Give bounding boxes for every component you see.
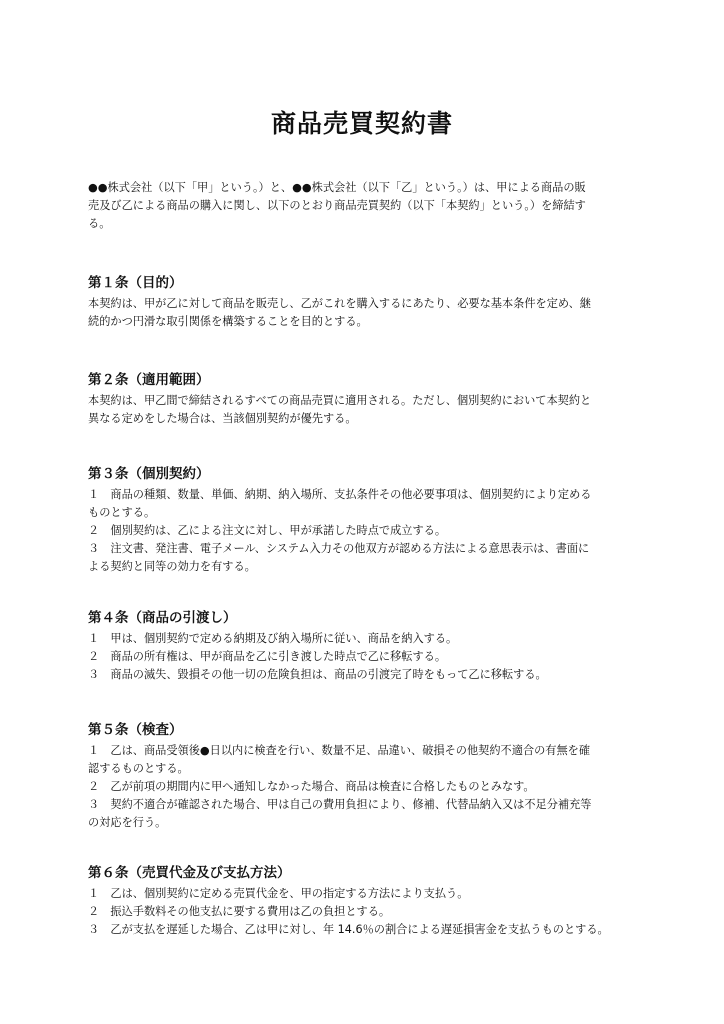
article-4 — [88, 609, 644, 684]
article-clause: ３ 契約不適合が確認された場合、甲は自己の費用負担により、修補、代替品納入又は不足分補充等 の対応を行う。 — [88, 798, 592, 829]
article-body — [88, 486, 644, 576]
article-clause: ３ 乙が支払を遅延した場合、乙は甲に対し、年 14.6％の割合による遅延損害金を支払うものとする。 — [88, 923, 609, 936]
article-clause: １ 商品の種類、数量、単価、納期、納入場所、支払条件その他必要事項は、個別契約により定める ものとする。 — [88, 488, 592, 519]
article-clause: ２ 乙が前項の期間内に甲へ通知しなかった場合、商品は検査に合格したものとみなす。 — [88, 780, 535, 793]
article-clause: ２ 振込手数料その他支払に要する費用は乙の負担とする。 — [88, 905, 391, 918]
article-heading: 第３条（個別契約） — [88, 466, 210, 482]
article-clause: １ 乙は、個別契約に定める売買代金を、甲の指定する方法により支払う。 — [88, 887, 469, 900]
article-clause: 本契約は、甲乙間で締結されるすべての商品売買に適用される。ただし、個別契約において本契約と 異なる定めをした場合は、当該個別契約が優先する。 — [88, 394, 592, 425]
article-6 — [88, 864, 644, 939]
article-clause: ３ 商品の滅失、毀損その他一切の危険負担は、商品の引渡完了時をもって乙に移転する。 — [88, 668, 547, 681]
article-heading: 第６条（売買代金及び支払方法） — [88, 865, 291, 881]
article-3 — [88, 465, 644, 576]
article-clause: １ 甲は、個別契約で定める納期及び納入場所に従い、商品を納入する。 — [88, 632, 458, 645]
article-heading: 第４条（商品の引渡し） — [88, 610, 237, 626]
article-body — [88, 295, 644, 331]
article-body — [88, 392, 644, 428]
article-clause: ２ 商品の所有権は、甲が商品を乙に引き渡した時点で乙に移転する。 — [88, 650, 447, 663]
article-heading: 第２条（適用範囲） — [88, 372, 210, 388]
article-clause: 本契約は、甲が乙に対して商品を販売し、乙がこれを購入するにあたり、必要な基本条件を定め、継 続的かつ円滑な取引関係を構築することを目的とする。 — [88, 297, 591, 328]
article-clause: ３ 注文書、発注書、電子メール、システム入力その他双方が認める方法による意思表示は、書面に よる契約と同等の効力を有する。 — [88, 542, 590, 573]
article-5 — [88, 721, 644, 832]
preamble-paragraph: ●●株式会社（以下「甲」という。）と、●●株式会社（以下「乙」という。）は、甲による商品の販 売及び乙による商品の購入に関し、以下のとおり商品売買契約（以下「本契約」という。）を締結す る。 — [88, 181, 586, 230]
article-1 — [88, 274, 644, 331]
article-clause: ２ 個別契約は、乙による注文に対し、甲が承諾した時点で成立する。 — [88, 524, 447, 537]
article-heading: 第５条（検査） — [88, 722, 183, 738]
article-body — [88, 742, 644, 832]
article-2 — [88, 371, 644, 428]
article-clause: １ 乙は、商品受領後●日以内に検査を行い、数量不足、品違い、破損その他契約不適合の有無を確 認するものとする。 — [88, 744, 591, 775]
document-title: 商品売買契約書 — [270, 109, 453, 138]
article-body — [88, 885, 644, 939]
article-heading: 第１条（目的） — [88, 275, 183, 291]
article-body — [88, 630, 644, 684]
